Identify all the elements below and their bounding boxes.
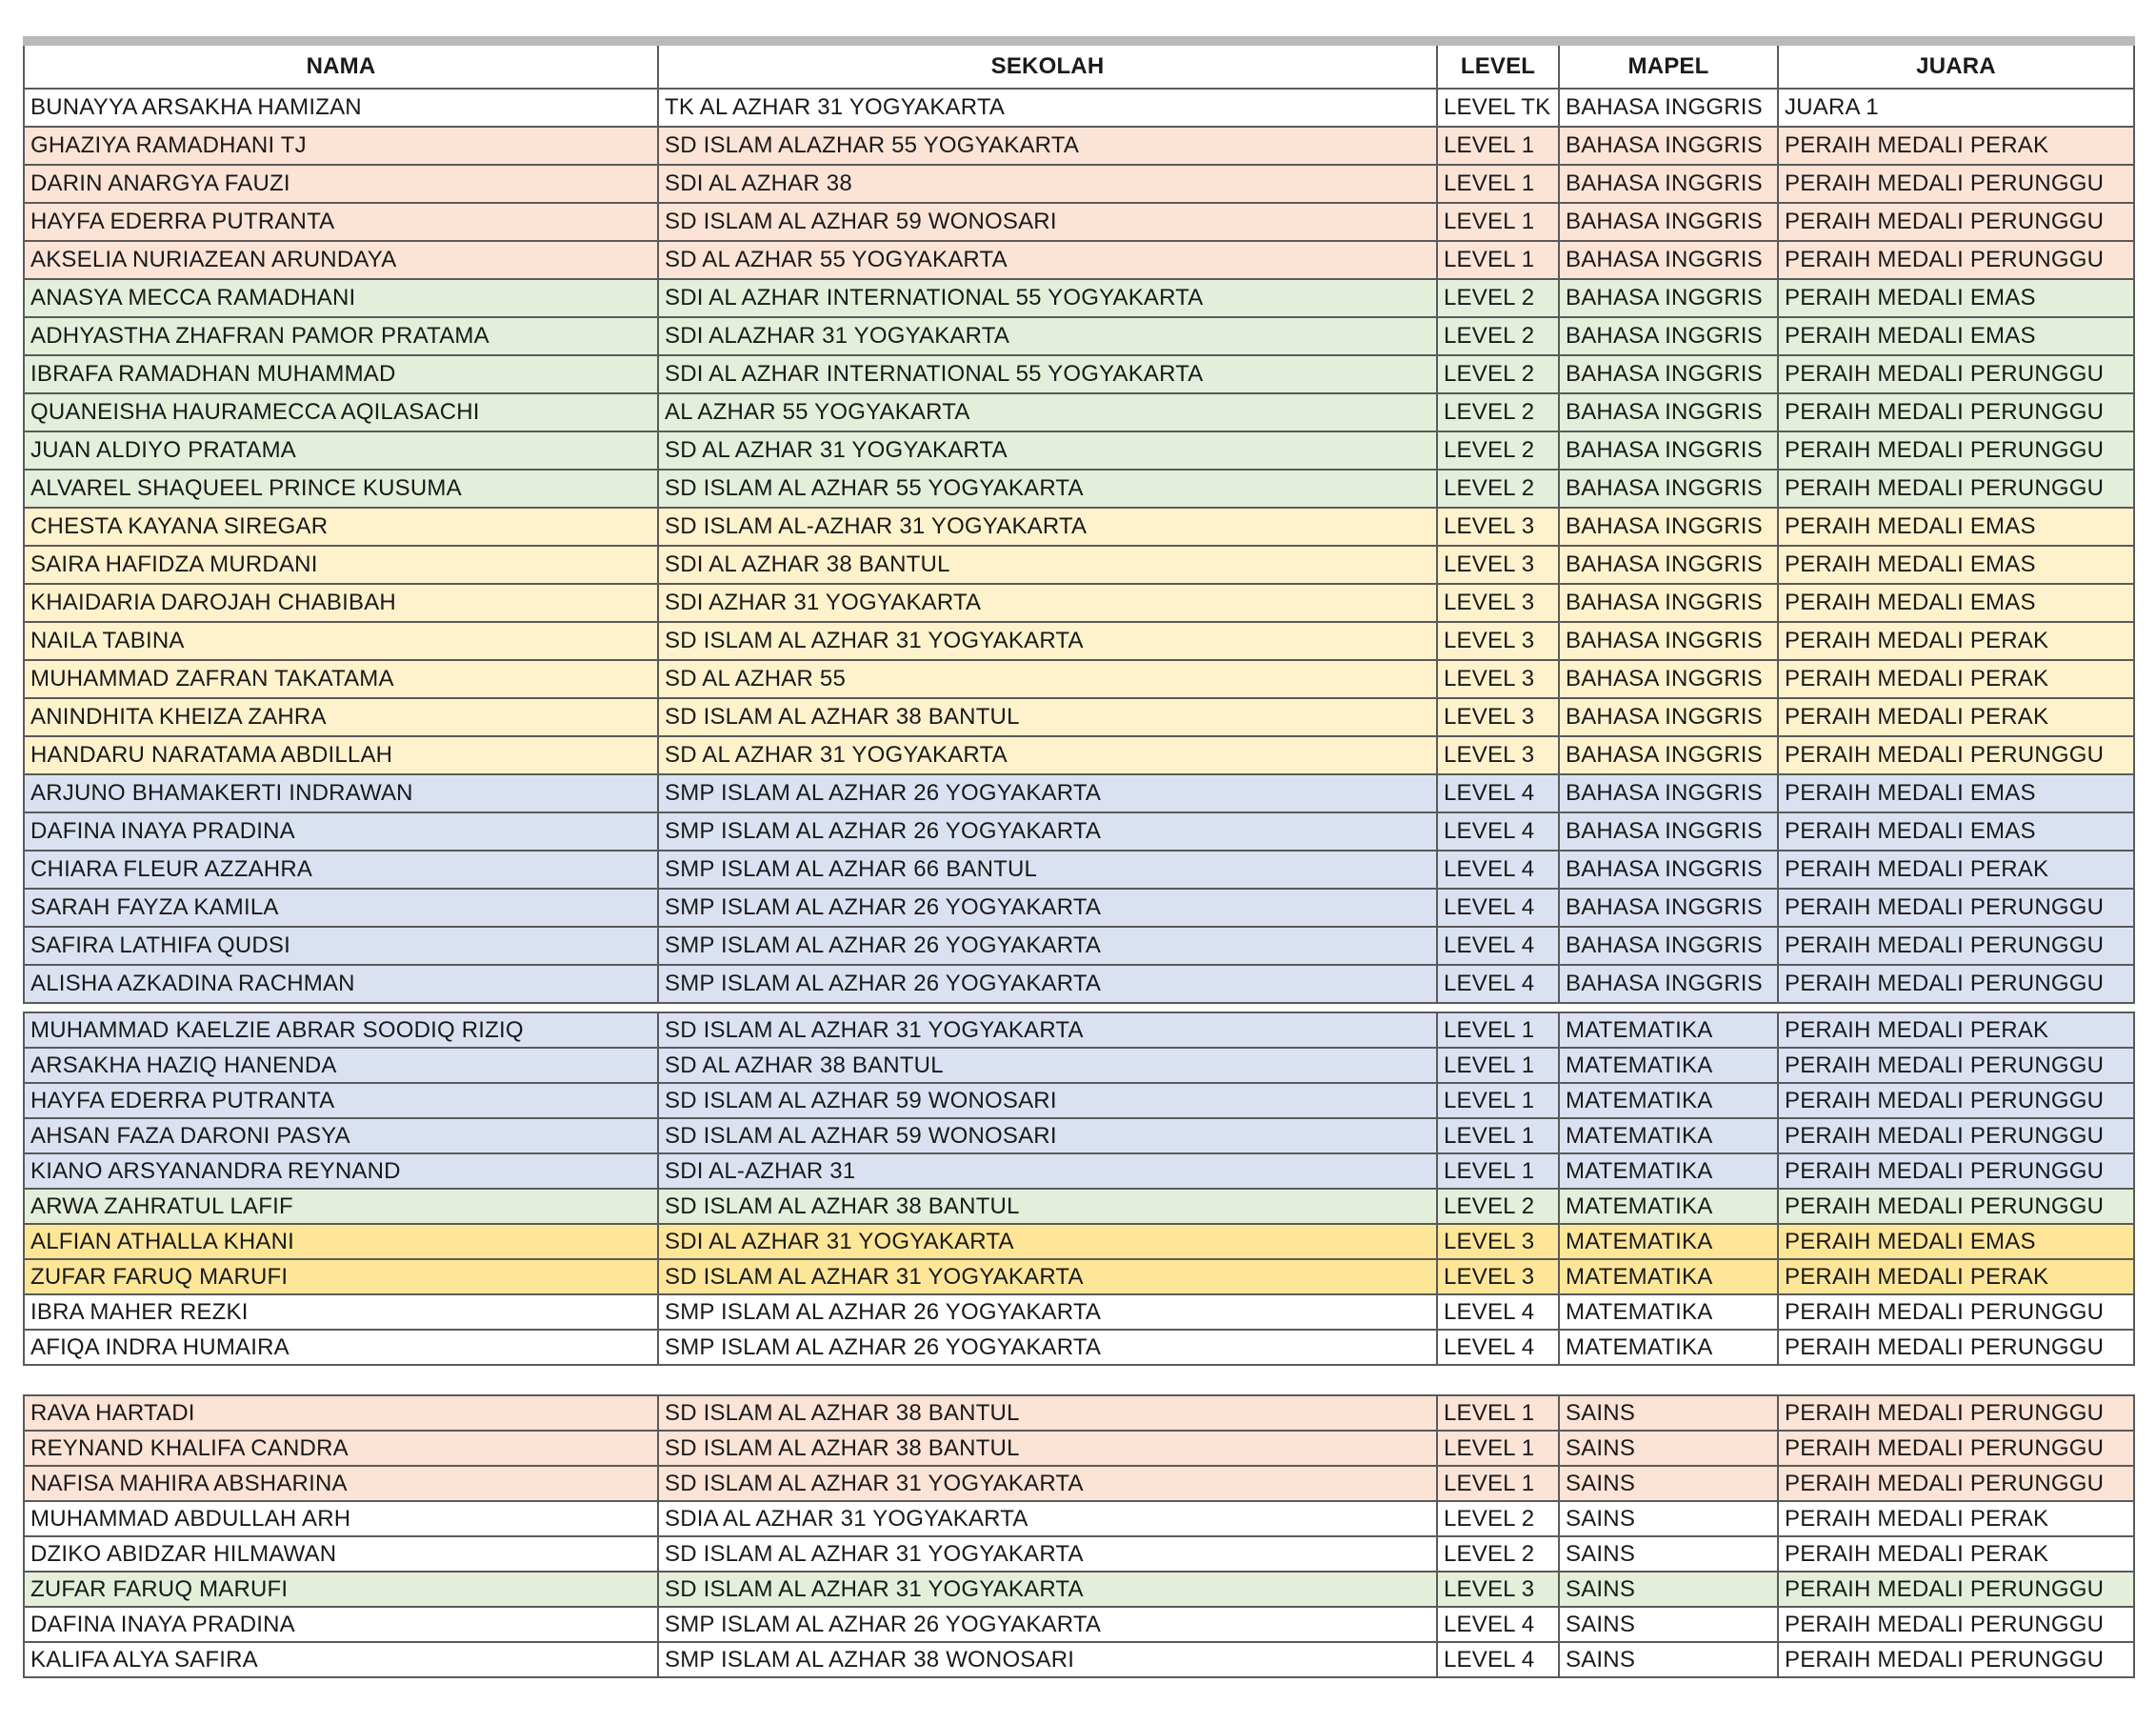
- cell-nama[interactable]: HANDARU NARATAMA ABDILLAH: [24, 736, 658, 774]
- cell-mapel[interactable]: BAHASA INGGRIS: [1559, 89, 1778, 127]
- cell-nama[interactable]: NAFISA MAHIRA ABSHARINA: [24, 1466, 658, 1501]
- cell-sekolah[interactable]: SD ISLAM AL AZHAR 31 YOGYAKARTA: [658, 1012, 1437, 1048]
- cell-mapel[interactable]: SAINS: [1559, 1642, 1778, 1677]
- cell-level[interactable]: LEVEL 3: [1437, 660, 1559, 698]
- cell-level[interactable]: LEVEL 2: [1437, 1501, 1559, 1536]
- table-row: [24, 1642, 2134, 1677]
- cell-mapel[interactable]: BAHASA INGGRIS: [1559, 927, 1778, 965]
- table-row: [24, 1118, 2134, 1153]
- cell-juara[interactable]: PERAIH MEDALI PERUNGGU: [1778, 1330, 2134, 1365]
- cell-nama[interactable]: DARIN ANARGYA FAUZI: [24, 165, 658, 203]
- cell-juara[interactable]: PERAIH MEDALI PERAK: [1778, 660, 2134, 698]
- cell-level[interactable]: LEVEL 4: [1437, 1330, 1559, 1365]
- cell-juara[interactable]: PERAIH MEDALI PERUNGGU: [1778, 1466, 2134, 1501]
- cell-mapel[interactable]: BAHASA INGGRIS: [1559, 622, 1778, 660]
- cell-juara[interactable]: PERAIH MEDALI PERUNGGU: [1778, 927, 2134, 965]
- cell-nama[interactable]: ARJUNO BHAMAKERTI INDRAWAN: [24, 774, 658, 812]
- header-mapel[interactable]: MAPEL: [1559, 41, 1778, 89]
- cell-mapel[interactable]: SAINS: [1559, 1431, 1778, 1466]
- cell-mapel[interactable]: SAINS: [1559, 1501, 1778, 1536]
- cell-sekolah[interactable]: SMP ISLAM AL AZHAR 26 YOGYAKARTA: [658, 889, 1437, 927]
- table-row: [24, 927, 2134, 965]
- cell-sekolah[interactable]: SD ISLAM AL AZHAR 38 BANTUL: [658, 1189, 1437, 1224]
- cell-juara[interactable]: PERAIH MEDALI EMAS: [1778, 812, 2134, 851]
- cell-nama[interactable]: ADHYASTHA ZHAFRAN PAMOR PRATAMA: [24, 317, 658, 355]
- cell-mapel[interactable]: MATEMATIKA: [1559, 1330, 1778, 1365]
- header-sekolah[interactable]: SEKOLAH: [658, 41, 1437, 89]
- table-row: [24, 584, 2134, 622]
- table-row: [24, 546, 2134, 584]
- cell-mapel[interactable]: BAHASA INGGRIS: [1559, 774, 1778, 812]
- cell-juara[interactable]: PERAIH MEDALI PERUNGGU: [1778, 1118, 2134, 1153]
- cell-sekolah[interactable]: SD ISLAM AL-AZHAR 31 YOGYAKARTA: [658, 508, 1437, 546]
- cell-juara[interactable]: PERAIH MEDALI PERUNGGU: [1778, 1395, 2134, 1431]
- cell-juara[interactable]: PERAIH MEDALI PERUNGGU: [1778, 241, 2134, 279]
- cell-sekolah[interactable]: SMP ISLAM AL AZHAR 26 YOGYAKARTA: [658, 774, 1437, 812]
- cell-nama[interactable]: DAFINA INAYA PRADINA: [24, 1607, 658, 1642]
- cell-level[interactable]: LEVEL 3: [1437, 698, 1559, 736]
- cell-sekolah[interactable]: SDI AZHAR 31 YOGYAKARTA: [658, 584, 1437, 622]
- cell-juara[interactable]: PERAIH MEDALI PERUNGGU: [1778, 965, 2134, 1003]
- table-row: [24, 889, 2134, 927]
- cell-juara[interactable]: PERAIH MEDALI PERUNGGU: [1778, 393, 2134, 431]
- results-table-matematika: [23, 1012, 2135, 1366]
- table-row: [24, 89, 2134, 127]
- table-row: [24, 812, 2134, 851]
- cell-juara[interactable]: PERAIH MEDALI PERUNGGU: [1778, 1572, 2134, 1607]
- cell-sekolah[interactable]: SDI AL AZHAR 38: [658, 165, 1437, 203]
- cell-juara[interactable]: PERAIH MEDALI PERUNGGU: [1778, 1431, 2134, 1466]
- cell-sekolah[interactable]: SD ISLAM AL AZHAR 59 WONOSARI: [658, 203, 1437, 241]
- cell-juara[interactable]: PERAIH MEDALI PERUNGGU: [1778, 736, 2134, 774]
- table-row: [24, 1501, 2134, 1536]
- cell-juara[interactable]: PERAIH MEDALI PERUNGGU: [1778, 470, 2134, 508]
- cell-nama[interactable]: ARSAKHA HAZIQ HANENDA: [24, 1048, 658, 1083]
- cell-mapel[interactable]: SAINS: [1559, 1466, 1778, 1501]
- cell-nama[interactable]: REYNAND KHALIFA CANDRA: [24, 1431, 658, 1466]
- cell-sekolah[interactable]: SMP ISLAM AL AZHAR 38 WONOSARI: [658, 1642, 1437, 1677]
- cell-nama[interactable]: ALVAREL SHAQUEEL PRINCE KUSUMA: [24, 470, 658, 508]
- cell-nama[interactable]: HAYFA EDERRA PUTRANTA: [24, 1083, 658, 1118]
- cell-sekolah[interactable]: SDI ALAZHAR 31 YOGYAKARTA: [658, 317, 1437, 355]
- cell-level[interactable]: LEVEL 4: [1437, 812, 1559, 851]
- table-row: [24, 1536, 2134, 1572]
- cell-nama[interactable]: AHSAN FAZA DARONI PASYA: [24, 1118, 658, 1153]
- cell-sekolah[interactable]: SDI AL AZHAR 38 BANTUL: [658, 546, 1437, 584]
- table-row: [24, 1395, 2134, 1431]
- cell-mapel[interactable]: BAHASA INGGRIS: [1559, 660, 1778, 698]
- cell-level[interactable]: LEVEL 4: [1437, 1642, 1559, 1677]
- cell-mapel[interactable]: MATEMATIKA: [1559, 1153, 1778, 1189]
- cell-juara[interactable]: PERAIH MEDALI PERAK: [1778, 622, 2134, 660]
- cell-nama[interactable]: ANINDHITA KHEIZA ZAHRA: [24, 698, 658, 736]
- cell-level[interactable]: LEVEL 4: [1437, 889, 1559, 927]
- cell-sekolah[interactable]: SD ISLAM AL AZHAR 31 YOGYAKARTA: [658, 1572, 1437, 1607]
- cell-nama[interactable]: CHESTA KAYANA SIREGAR: [24, 508, 658, 546]
- cell-mapel[interactable]: SAINS: [1559, 1395, 1778, 1431]
- cell-sekolah[interactable]: SD AL AZHAR 31 YOGYAKARTA: [658, 736, 1437, 774]
- cell-juara[interactable]: PERAIH MEDALI EMAS: [1778, 317, 2134, 355]
- cell-level[interactable]: LEVEL 3: [1437, 622, 1559, 660]
- cell-mapel[interactable]: MATEMATIKA: [1559, 1012, 1778, 1048]
- cell-juara[interactable]: PERAIH MEDALI PERAK: [1778, 1536, 2134, 1572]
- cell-level[interactable]: LEVEL 1: [1437, 127, 1559, 165]
- cell-mapel[interactable]: BAHASA INGGRIS: [1559, 812, 1778, 851]
- cell-sekolah[interactable]: SD ISLAM AL AZHAR 59 WONOSARI: [658, 1083, 1437, 1118]
- cell-juara[interactable]: PERAIH MEDALI EMAS: [1778, 279, 2134, 317]
- cell-juara[interactable]: PERAIH MEDALI PERAK: [1778, 851, 2134, 889]
- cell-juara[interactable]: PERAIH MEDALI EMAS: [1778, 774, 2134, 812]
- cell-sekolah[interactable]: SDI AL AZHAR INTERNATIONAL 55 YOGYAKARTA: [658, 355, 1437, 393]
- cell-level[interactable]: LEVEL 2: [1437, 279, 1559, 317]
- cell-sekolah[interactable]: SMP ISLAM AL AZHAR 26 YOGYAKARTA: [658, 812, 1437, 851]
- cell-mapel[interactable]: MATEMATIKA: [1559, 1224, 1778, 1259]
- table-row: [24, 1572, 2134, 1607]
- cell-mapel[interactable]: BAHASA INGGRIS: [1559, 279, 1778, 317]
- cell-nama[interactable]: SAFIRA LATHIFA QUDSI: [24, 927, 658, 965]
- cell-mapel[interactable]: MATEMATIKA: [1559, 1294, 1778, 1330]
- cell-sekolah[interactable]: SD ISLAM AL AZHAR 31 YOGYAKARTA: [658, 622, 1437, 660]
- cell-level[interactable]: LEVEL 3: [1437, 1224, 1559, 1259]
- table-row: [24, 393, 2134, 431]
- cell-level[interactable]: LEVEL 4: [1437, 774, 1559, 812]
- cell-level[interactable]: LEVEL 1: [1437, 1048, 1559, 1083]
- cell-level[interactable]: LEVEL 4: [1437, 1607, 1559, 1642]
- cell-level[interactable]: LEVEL 1: [1437, 203, 1559, 241]
- cell-level[interactable]: LEVEL 1: [1437, 1012, 1559, 1048]
- table-row: [24, 165, 2134, 203]
- cell-mapel[interactable]: BAHASA INGGRIS: [1559, 736, 1778, 774]
- cell-level[interactable]: LEVEL 1: [1437, 1431, 1559, 1466]
- cell-mapel[interactable]: BAHASA INGGRIS: [1559, 241, 1778, 279]
- cell-juara[interactable]: PERAIH MEDALI PERUNGGU: [1778, 203, 2134, 241]
- header-level[interactable]: LEVEL: [1437, 41, 1559, 89]
- cell-sekolah[interactable]: TK AL AZHAR 31 YOGYAKARTA: [658, 89, 1437, 127]
- cell-sekolah[interactable]: SD ISLAM AL AZHAR 31 YOGYAKARTA: [658, 1536, 1437, 1572]
- cell-mapel[interactable]: BAHASA INGGRIS: [1559, 851, 1778, 889]
- cell-nama[interactable]: ZUFAR FARUQ MARUFI: [24, 1259, 658, 1294]
- cell-juara[interactable]: PERAIH MEDALI PERUNGGU: [1778, 1294, 2134, 1330]
- table-row: [24, 1607, 2134, 1642]
- cell-mapel[interactable]: MATEMATIKA: [1559, 1083, 1778, 1118]
- table-row: [24, 203, 2134, 241]
- cell-mapel[interactable]: BAHASA INGGRIS: [1559, 889, 1778, 927]
- cell-nama[interactable]: DAFINA INAYA PRADINA: [24, 812, 658, 851]
- table-row: [24, 965, 2134, 1003]
- results-table-sains: [23, 1394, 2135, 1678]
- cell-mapel[interactable]: MATEMATIKA: [1559, 1189, 1778, 1224]
- table-row: [24, 508, 2134, 546]
- cell-sekolah[interactable]: SD ISLAM AL AZHAR 31 YOGYAKARTA: [658, 1259, 1437, 1294]
- table-row: [24, 431, 2134, 470]
- table-row: [24, 127, 2134, 165]
- cell-level[interactable]: LEVEL 3: [1437, 1259, 1559, 1294]
- cell-nama[interactable]: MUHAMMAD ABDULLAH ARH: [24, 1501, 658, 1536]
- cell-mapel[interactable]: BAHASA INGGRIS: [1559, 546, 1778, 584]
- cell-juara[interactable]: PERAIH MEDALI EMAS: [1778, 584, 2134, 622]
- table-row: [24, 317, 2134, 355]
- table-row: [24, 1294, 2134, 1330]
- cell-sekolah[interactable]: SDI AL-AZHAR 31: [658, 1153, 1437, 1189]
- table-row: [24, 622, 2134, 660]
- results-spreadsheet: [23, 36, 2133, 1678]
- table-row: [24, 660, 2134, 698]
- cell-level[interactable]: LEVEL 2: [1437, 470, 1559, 508]
- cell-nama[interactable]: SARAH FAYZA KAMILA: [24, 889, 658, 927]
- cell-sekolah[interactable]: SD AL AZHAR 55 YOGYAKARTA: [658, 241, 1437, 279]
- table-row: [24, 355, 2134, 393]
- cell-sekolah[interactable]: SDI AL AZHAR INTERNATIONAL 55 YOGYAKARTA: [658, 279, 1437, 317]
- table-row: [24, 851, 2134, 889]
- cell-level[interactable]: LEVEL 1: [1437, 1153, 1559, 1189]
- section-gap: [23, 1004, 2133, 1012]
- table-row: [24, 1466, 2134, 1501]
- cell-nama[interactable]: BUNAYYA ARSAKHA HAMIZAN: [24, 89, 658, 127]
- cell-nama[interactable]: CHIARA FLEUR AZZAHRA: [24, 851, 658, 889]
- cell-juara[interactable]: JUARA 1: [1778, 89, 2134, 127]
- table-row: [24, 736, 2134, 774]
- cell-level[interactable]: LEVEL 3: [1437, 508, 1559, 546]
- cell-nama[interactable]: KHAIDARIA DAROJAH CHABIBAH: [24, 584, 658, 622]
- cell-nama[interactable]: ANASYA MECCA RAMADHANI: [24, 279, 658, 317]
- results-table-bahasa-inggris: [23, 36, 2135, 1004]
- cell-level[interactable]: LEVEL 4: [1437, 965, 1559, 1003]
- cell-sekolah[interactable]: SDI AL AZHAR 31 YOGYAKARTA: [658, 1224, 1437, 1259]
- cell-juara[interactable]: PERAIH MEDALI PERUNGGU: [1778, 889, 2134, 927]
- cell-sekolah[interactable]: SD ISLAM AL AZHAR 38 BANTUL: [658, 1431, 1437, 1466]
- cell-juara[interactable]: PERAIH MEDALI PERUNGGU: [1778, 431, 2134, 470]
- cell-sekolah[interactable]: SDIA AL AZHAR 31 YOGYAKARTA: [658, 1501, 1437, 1536]
- cell-nama[interactable]: MUHAMMAD ZAFRAN TAKATAMA: [24, 660, 658, 698]
- cell-sekolah[interactable]: SD ISLAM ALAZHAR 55 YOGYAKARTA: [658, 127, 1437, 165]
- section-gap: [23, 1366, 2133, 1394]
- cell-mapel[interactable]: BAHASA INGGRIS: [1559, 584, 1778, 622]
- cell-level[interactable]: LEVEL 1: [1437, 1083, 1559, 1118]
- cell-nama[interactable]: AFIQA INDRA HUMAIRA: [24, 1330, 658, 1365]
- cell-mapel[interactable]: SAINS: [1559, 1607, 1778, 1642]
- cell-level[interactable]: LEVEL 3: [1437, 1572, 1559, 1607]
- cell-mapel[interactable]: BAHASA INGGRIS: [1559, 355, 1778, 393]
- cell-sekolah[interactable]: SD ISLAM AL AZHAR 55 YOGYAKARTA: [658, 470, 1437, 508]
- cell-juara[interactable]: PERAIH MEDALI EMAS: [1778, 1224, 2134, 1259]
- cell-juara[interactable]: PERAIH MEDALI PERUNGGU: [1778, 1153, 2134, 1189]
- cell-sekolah[interactable]: SD ISLAM AL AZHAR 31 YOGYAKARTA: [658, 1466, 1437, 1501]
- cell-mapel[interactable]: SAINS: [1559, 1536, 1778, 1572]
- cell-nama[interactable]: ALFIAN ATHALLA KHANI: [24, 1224, 658, 1259]
- cell-mapel[interactable]: BAHASA INGGRIS: [1559, 470, 1778, 508]
- cell-sekolah[interactable]: SMP ISLAM AL AZHAR 26 YOGYAKARTA: [658, 927, 1437, 965]
- table-row: [24, 1189, 2134, 1224]
- cell-sekolah[interactable]: SD AL AZHAR 31 YOGYAKARTA: [658, 431, 1437, 470]
- cell-sekolah[interactable]: SMP ISLAM AL AZHAR 26 YOGYAKARTA: [658, 1607, 1437, 1642]
- table-row: [24, 1153, 2134, 1189]
- cell-level[interactable]: LEVEL 2: [1437, 355, 1559, 393]
- table-row: [24, 470, 2134, 508]
- header-row: [24, 41, 2134, 89]
- cell-juara[interactable]: PERAIH MEDALI PERUNGGU: [1778, 1083, 2134, 1118]
- cell-nama[interactable]: KALIFA ALYA SAFIRA: [24, 1642, 658, 1677]
- cell-mapel[interactable]: BAHASA INGGRIS: [1559, 393, 1778, 431]
- cell-level[interactable]: LEVEL 3: [1437, 736, 1559, 774]
- cell-juara[interactable]: PERAIH MEDALI PERUNGGU: [1778, 165, 2134, 203]
- cell-nama[interactable]: IBRA MAHER REZKI: [24, 1294, 658, 1330]
- cell-mapel[interactable]: BAHASA INGGRIS: [1559, 317, 1778, 355]
- cell-sekolah[interactable]: SMP ISLAM AL AZHAR 66 BANTUL: [658, 851, 1437, 889]
- table-row: [24, 698, 2134, 736]
- table-row: [24, 279, 2134, 317]
- cell-nama[interactable]: RAVA HARTADI: [24, 1395, 658, 1431]
- cell-sekolah[interactable]: SD ISLAM AL AZHAR 38 BANTUL: [658, 698, 1437, 736]
- cell-level[interactable]: LEVEL 2: [1437, 431, 1559, 470]
- cell-mapel[interactable]: BAHASA INGGRIS: [1559, 431, 1778, 470]
- cell-mapel[interactable]: BAHASA INGGRIS: [1559, 127, 1778, 165]
- cell-sekolah[interactable]: SMP ISLAM AL AZHAR 26 YOGYAKARTA: [658, 965, 1437, 1003]
- cell-mapel[interactable]: BAHASA INGGRIS: [1559, 165, 1778, 203]
- cell-juara[interactable]: PERAIH MEDALI EMAS: [1778, 508, 2134, 546]
- cell-level[interactable]: LEVEL 1: [1437, 1395, 1559, 1431]
- cell-level[interactable]: LEVEL 1: [1437, 1466, 1559, 1501]
- cell-mapel[interactable]: SAINS: [1559, 1572, 1778, 1607]
- cell-level[interactable]: LEVEL 4: [1437, 1294, 1559, 1330]
- header-juara[interactable]: JUARA: [1778, 41, 2134, 89]
- cell-level[interactable]: LEVEL 2: [1437, 393, 1559, 431]
- cell-mapel[interactable]: BAHASA INGGRIS: [1559, 508, 1778, 546]
- cell-mapel[interactable]: BAHASA INGGRIS: [1559, 965, 1778, 1003]
- cell-nama[interactable]: DZIKO ABIDZAR HILMAWAN: [24, 1536, 658, 1572]
- cell-juara[interactable]: PERAIH MEDALI PERAK: [1778, 1259, 2134, 1294]
- cell-juara[interactable]: PERAIH MEDALI PERUNGGU: [1778, 1607, 2134, 1642]
- table-row: [24, 1431, 2134, 1466]
- table-row: [24, 1012, 2134, 1048]
- cell-nama[interactable]: NAILA TABINA: [24, 622, 658, 660]
- table-row: [24, 1048, 2134, 1083]
- cell-sekolah[interactable]: AL AZHAR 55 YOGYAKARTA: [658, 393, 1437, 431]
- cell-mapel[interactable]: MATEMATIKA: [1559, 1118, 1778, 1153]
- cell-juara[interactable]: PERAIH MEDALI PERUNGGU: [1778, 1189, 2134, 1224]
- cell-level[interactable]: LEVEL 1: [1437, 165, 1559, 203]
- cell-sekolah[interactable]: SMP ISLAM AL AZHAR 26 YOGYAKARTA: [658, 1330, 1437, 1365]
- cell-level[interactable]: LEVEL 2: [1437, 317, 1559, 355]
- table-row: [24, 1083, 2134, 1118]
- header-nama[interactable]: NAMA: [24, 41, 658, 89]
- cell-level[interactable]: LEVEL 2: [1437, 1189, 1559, 1224]
- cell-mapel[interactable]: BAHASA INGGRIS: [1559, 203, 1778, 241]
- cell-mapel[interactable]: BAHASA INGGRIS: [1559, 698, 1778, 736]
- cell-level[interactable]: LEVEL 4: [1437, 851, 1559, 889]
- table-row: [24, 1259, 2134, 1294]
- cell-juara[interactable]: PERAIH MEDALI PERUNGGU: [1778, 355, 2134, 393]
- cell-mapel[interactable]: MATEMATIKA: [1559, 1259, 1778, 1294]
- table-body-sains: [24, 1395, 2134, 1677]
- table-body-matematika: [24, 1012, 2134, 1365]
- cell-juara[interactable]: PERAIH MEDALI PERUNGGU: [1778, 1642, 2134, 1677]
- cell-level[interactable]: LEVEL 2: [1437, 1536, 1559, 1572]
- table-body-bahasa-inggris: [24, 89, 2134, 1003]
- cell-nama[interactable]: AKSELIA NURIAZEAN ARUNDAYA: [24, 241, 658, 279]
- cell-nama[interactable]: MUHAMMAD KAELZIE ABRAR SOODIQ RIZIQ: [24, 1012, 658, 1048]
- cell-juara[interactable]: PERAIH MEDALI PERAK: [1778, 698, 2134, 736]
- cell-sekolah[interactable]: SD AL AZHAR 38 BANTUL: [658, 1048, 1437, 1083]
- cell-nama[interactable]: KIANO ARSYANANDRA REYNAND: [24, 1153, 658, 1189]
- cell-nama[interactable]: IBRAFA RAMADHAN MUHAMMAD: [24, 355, 658, 393]
- cell-nama[interactable]: ARWA ZAHRATUL LAFIF: [24, 1189, 658, 1224]
- cell-level[interactable]: LEVEL 1: [1437, 241, 1559, 279]
- cell-nama[interactable]: HAYFA EDERRA PUTRANTA: [24, 203, 658, 241]
- cell-juara[interactable]: PERAIH MEDALI EMAS: [1778, 546, 2134, 584]
- table-row: [24, 1330, 2134, 1365]
- cell-nama[interactable]: QUANEISHA HAURAMECCA AQILASACHI: [24, 393, 658, 431]
- cell-sekolah[interactable]: SD ISLAM AL AZHAR 38 BANTUL: [658, 1395, 1437, 1431]
- cell-level[interactable]: LEVEL 3: [1437, 584, 1559, 622]
- cell-juara[interactable]: PERAIH MEDALI PERAK: [1778, 1012, 2134, 1048]
- cell-nama[interactable]: ZUFAR FARUQ MARUFI: [24, 1572, 658, 1607]
- cell-juara[interactable]: PERAIH MEDALI PERUNGGU: [1778, 1048, 2134, 1083]
- cell-nama[interactable]: GHAZIYA RAMADHANI TJ: [24, 127, 658, 165]
- table-row: [24, 241, 2134, 279]
- cell-level[interactable]: LEVEL 4: [1437, 927, 1559, 965]
- cell-nama[interactable]: ALISHA AZKADINA RACHMAN: [24, 965, 658, 1003]
- cell-nama[interactable]: SAIRA HAFIDZA MURDANI: [24, 546, 658, 584]
- cell-juara[interactable]: PERAIH MEDALI PERAK: [1778, 127, 2134, 165]
- cell-sekolah[interactable]: SMP ISLAM AL AZHAR 26 YOGYAKARTA: [658, 1294, 1437, 1330]
- cell-sekolah[interactable]: SD ISLAM AL AZHAR 59 WONOSARI: [658, 1118, 1437, 1153]
- cell-sekolah[interactable]: SD AL AZHAR 55: [658, 660, 1437, 698]
- cell-level[interactable]: LEVEL 3: [1437, 546, 1559, 584]
- cell-juara[interactable]: PERAIH MEDALI PERAK: [1778, 1501, 2134, 1536]
- cell-nama[interactable]: JUAN ALDIYO PRATAMA: [24, 431, 658, 470]
- table-row: [24, 774, 2134, 812]
- cell-mapel[interactable]: MATEMATIKA: [1559, 1048, 1778, 1083]
- cell-level[interactable]: LEVEL 1: [1437, 1118, 1559, 1153]
- table-row: [24, 1224, 2134, 1259]
- cell-level[interactable]: LEVEL TK: [1437, 89, 1559, 127]
